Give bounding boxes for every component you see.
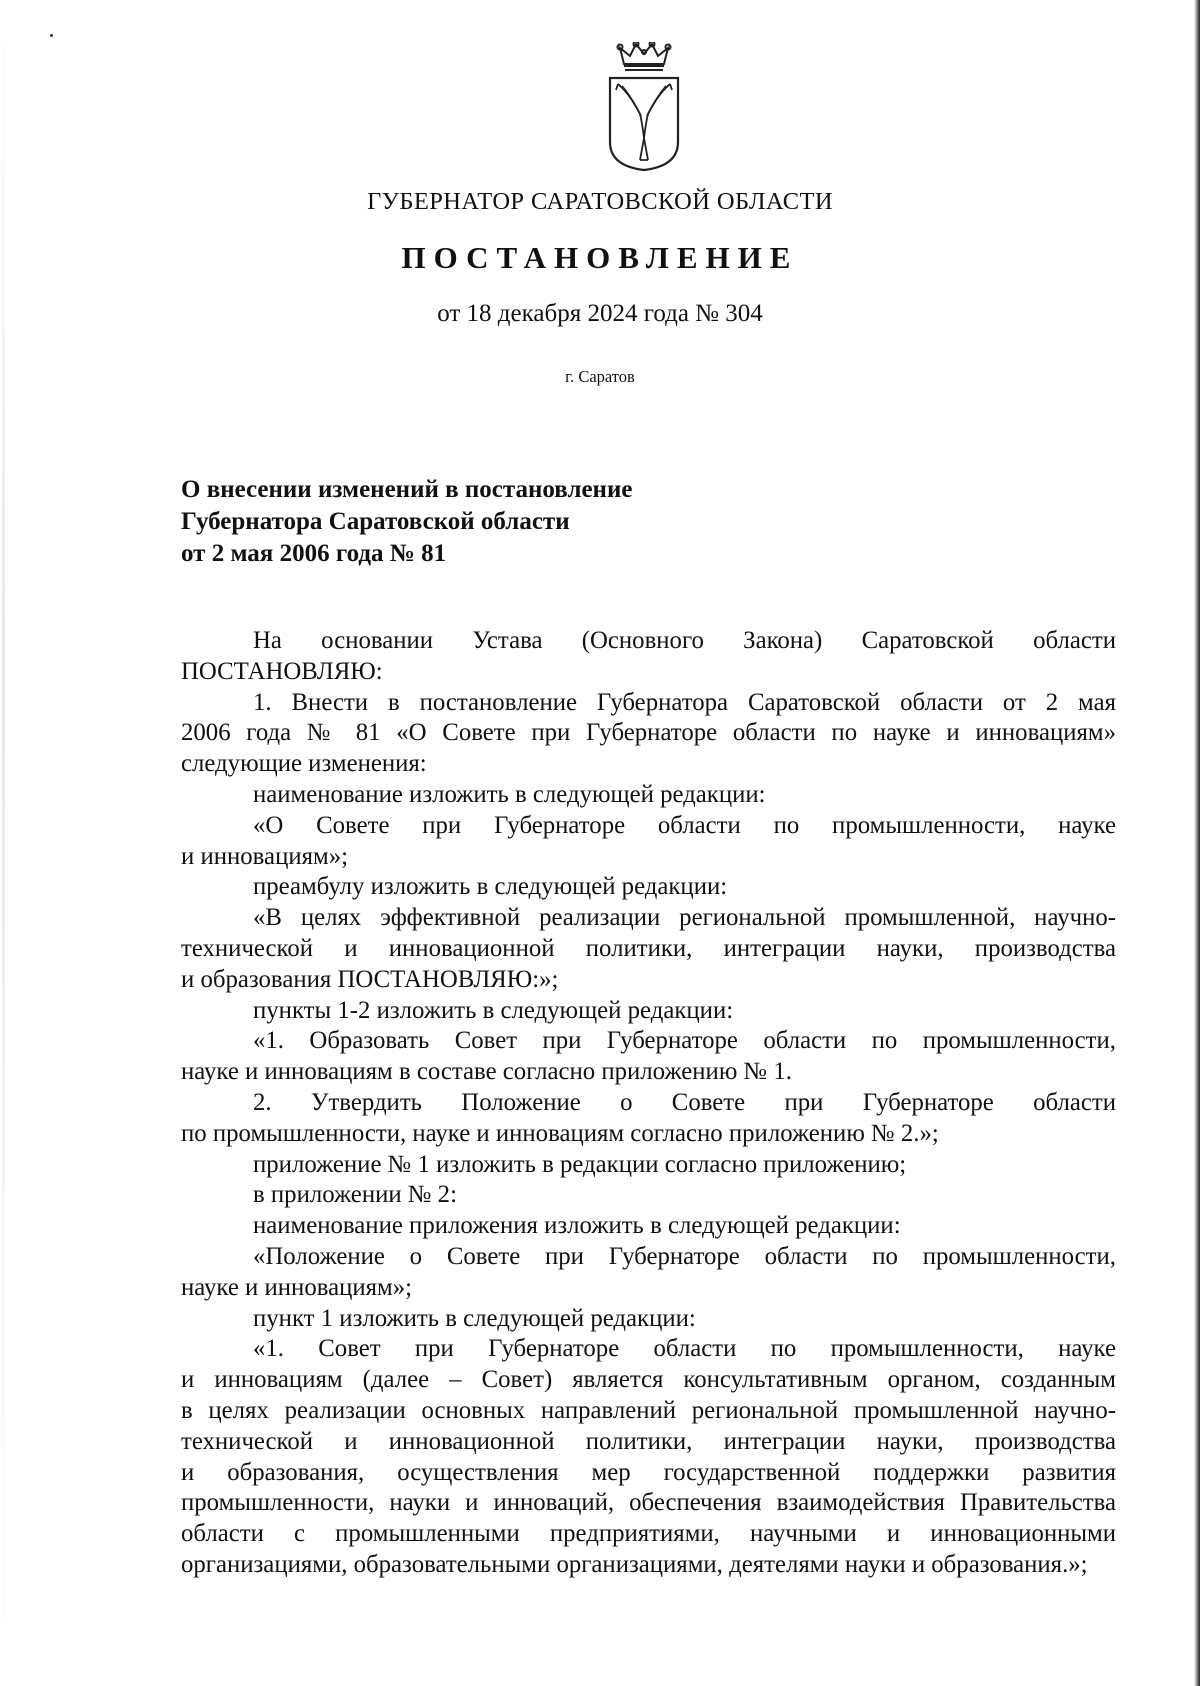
body-line: 1. Внести в постановление Губернатора Саратовской области от 2 мая: [253, 688, 1116, 716]
body-line: «1. Образовать Совет при Губернаторе области по промышленности,: [253, 1027, 1116, 1055]
body-line: пункт 1 изложить в следующей редакции:: [253, 1304, 696, 1332]
body-line: организациями, образовательными организациями, деятелями науки и образования.»;: [181, 1550, 1088, 1578]
body-line: На основании Устава (Основного Закона) Саратовской области: [253, 627, 1116, 654]
scan-speck: [50, 34, 53, 37]
body-line: области с промышленными предприятиями, научными и инновационными: [181, 1520, 1116, 1548]
document-date-number: от 18 декабря 2024 года № 304: [437, 300, 763, 327]
body-line: пункты 1-2 изложить в следующей редакции:: [253, 996, 734, 1024]
body-line: технической и инновационной политики, интеграции науки, производства: [181, 934, 1116, 962]
body-line: наименование приложения изложить в следующей редакции:: [253, 1212, 901, 1240]
body-line: 2006 года № 81 «О Совете при Губернаторе области по науке и инновациям»: [181, 719, 1116, 747]
issuing-authority: ГУБЕРНАТОР САРАТОВСКОЙ ОБЛАСТИ: [367, 188, 833, 215]
body-line: «О Совете при Губернаторе области по промышленности, науке: [253, 811, 1116, 839]
body-line: преамбулу изложить в следующей редакции:: [253, 873, 728, 901]
body-line: и образования ПОСТАНОВЛЯЮ:»;: [181, 965, 559, 993]
body-line: и инновациям (далее – Совет) является консультативным органом, созданным: [181, 1366, 1116, 1394]
body-line: 2. Утвердить Положение о Совете при Губернаторе области: [253, 1088, 1116, 1116]
body-line: в приложении № 2:: [253, 1181, 457, 1209]
body-line: науке и инновациям в составе согласно приложению № 1.: [181, 1058, 792, 1086]
body-line: ПОСТАНОВЛЯЮ:: [181, 657, 383, 685]
subject-line: от 2 мая 2006 года № 81: [181, 540, 447, 567]
body-line: наименование изложить в следующей редакции:: [253, 780, 766, 808]
document-subject: [181, 474, 632, 570]
document-type-title: ПОСТАНОВЛЕНИЕ: [401, 240, 799, 275]
body-line: приложение № 1 изложить в редакции согласно приложению;: [253, 1150, 907, 1178]
subject-line: Губернатора Саратовской области: [181, 508, 570, 535]
subject-line: О внесении изменений в постановление: [181, 476, 633, 503]
body-line: «1. Совет при Губернаторе области по промышленности, науке: [253, 1335, 1116, 1363]
coat-of-arms-emblem: [606, 42, 682, 172]
body-line: в целях реализации основных направлений региональной промышленной научно-: [181, 1396, 1116, 1424]
body-line: «В целях эффективной реализации региональной промышленной, научно-: [253, 904, 1116, 932]
document-city: г. Саратов: [565, 367, 635, 386]
body-line: промышленности, науки и инноваций, обеспечения взаимодействия Правительства: [181, 1489, 1116, 1517]
body-line: и инновациям»;: [181, 842, 348, 870]
body-line: «Положение о Совете при Губернаторе области по промышленности,: [253, 1242, 1116, 1270]
body-line: науке и инновациям»;: [181, 1273, 413, 1301]
body-line: и образования, осуществления мер государственной поддержки развития: [181, 1458, 1116, 1486]
body-line: технической и инновационной политики, интеграции науки, производства: [181, 1427, 1116, 1455]
body-line: следующие изменения:: [181, 750, 427, 778]
document-body: [181, 626, 1116, 1581]
body-line: по промышленности, науке и инновациям согласно приложению № 2.»;: [181, 1119, 939, 1147]
